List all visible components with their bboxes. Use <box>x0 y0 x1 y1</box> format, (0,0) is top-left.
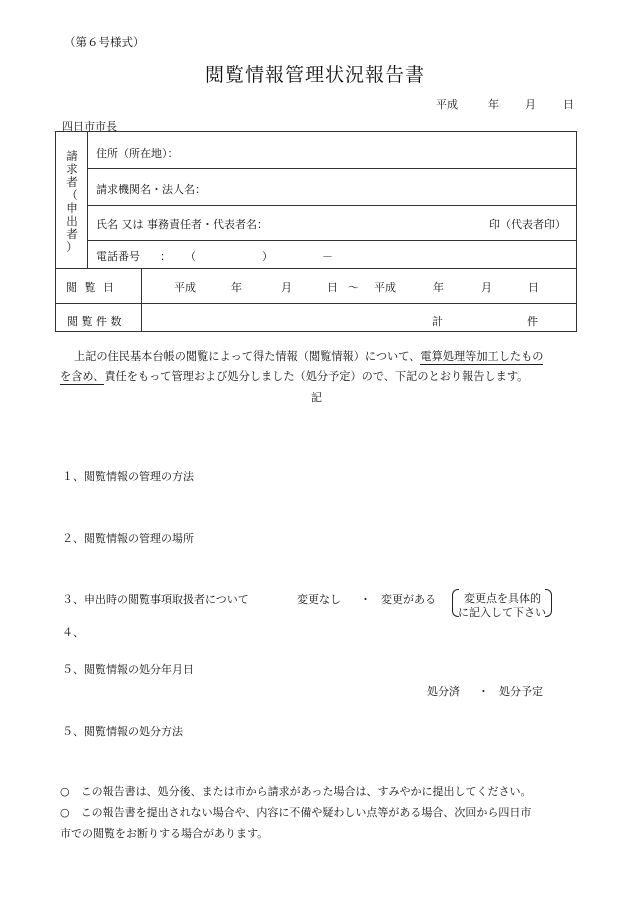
item-1: １、閲覧情報の管理の方法 <box>62 470 194 483</box>
date-year: 年 <box>488 98 499 111</box>
requester-label: 請 求 者 （ 申 出 者 ） <box>66 149 78 254</box>
person-name-label: 氏名 又は 事務責任者・代表者名： <box>96 218 268 231</box>
viewing-date-year2: 年 <box>433 281 444 294</box>
phone-label: 電話番号 <box>96 250 140 263</box>
viewing-date-day2: 日 <box>528 281 539 294</box>
item-6: ５、閲覧情報の処分方法 <box>62 725 183 738</box>
item-5-done: 処分済 <box>427 685 460 698</box>
address-label: 住所（所在地）： <box>96 147 179 160</box>
viewing-count-label: 閲 覧 件 数 <box>67 315 122 328</box>
note-1: ○ この報告書は、処分後、または市から請求があった場合は、すみやかに提出してください。 <box>60 785 532 798</box>
form-number: （第６号様式） <box>64 35 145 49</box>
row-divider <box>87 168 577 169</box>
item-5-planned: 処分予定 <box>499 685 543 698</box>
ki-mark: 記 <box>311 391 322 404</box>
item-5-dot: ・ <box>478 685 489 698</box>
viewing-count-total: 計 <box>432 315 443 328</box>
item-5: ５、閲覧情報の処分年月日 <box>62 663 194 676</box>
phone-dash: － <box>322 250 333 263</box>
viewing-date-label: 閲 覧 日 <box>66 281 116 294</box>
viewing-date-month1: 月 <box>281 281 292 294</box>
org-name-label: 請求機関名・法人名： <box>96 183 206 196</box>
item-4: ４、 <box>62 626 84 639</box>
addressee: 四日市市長 <box>62 120 117 133</box>
date-era: 平成 <box>436 98 458 111</box>
note-2: ○ この報告書を提出されない場合や、内容に不備や疑わしい点等がある場合、次回から四日市 <box>60 806 532 819</box>
phone-colon: ： <box>160 250 171 263</box>
change-details-bracket <box>452 589 552 617</box>
viewing-date-year1: 年 <box>231 281 242 294</box>
viewing-date-day1: 日 <box>327 281 338 294</box>
row-divider <box>87 240 577 241</box>
document-title: 閲覧情報管理状況報告書 <box>204 64 425 86</box>
row-divider <box>87 205 577 206</box>
date-month: 月 <box>525 98 536 111</box>
bracket-line-2: に記入して下さい <box>458 606 546 619</box>
bracket-line-1: 変更点を具体的 <box>464 592 541 605</box>
item-3-change: 変更がある <box>381 593 436 606</box>
viewing-date-era2: 平成 <box>374 281 396 294</box>
viewing-date-month2: 月 <box>481 281 492 294</box>
row-divider <box>55 303 577 304</box>
item-3: ３、申出時の閲覧事項取扱者について <box>62 593 249 606</box>
body-line-1: 上記の住民基本台帳の閲覧によって得た情報（閲覧情報）について、電算処理等加工したもの <box>74 350 544 363</box>
viewing-date-tilde: ～ <box>348 281 359 294</box>
column-divider <box>141 268 142 332</box>
column-divider <box>87 131 88 268</box>
item-3-dot: ・ <box>360 593 371 606</box>
seal-label: 印（代表者印） <box>489 218 566 231</box>
item-3-no-change: 変更なし <box>297 593 341 606</box>
note-3: 市での閲覧をお断りする場合があります。 <box>60 827 269 840</box>
row-divider <box>55 268 577 269</box>
phone-open-paren: （ <box>185 250 196 263</box>
viewing-date-era1: 平成 <box>174 281 196 294</box>
body-line-2: を含め、責任をもって管理および処分しました（処分予定）ので、下記のとおり報告します。 <box>60 370 529 383</box>
phone-close-paren: ） <box>262 250 273 263</box>
viewing-count-unit: 件 <box>527 315 538 328</box>
date-day: 日 <box>563 98 574 111</box>
item-2: ２、閲覧情報の管理の場所 <box>62 532 194 545</box>
